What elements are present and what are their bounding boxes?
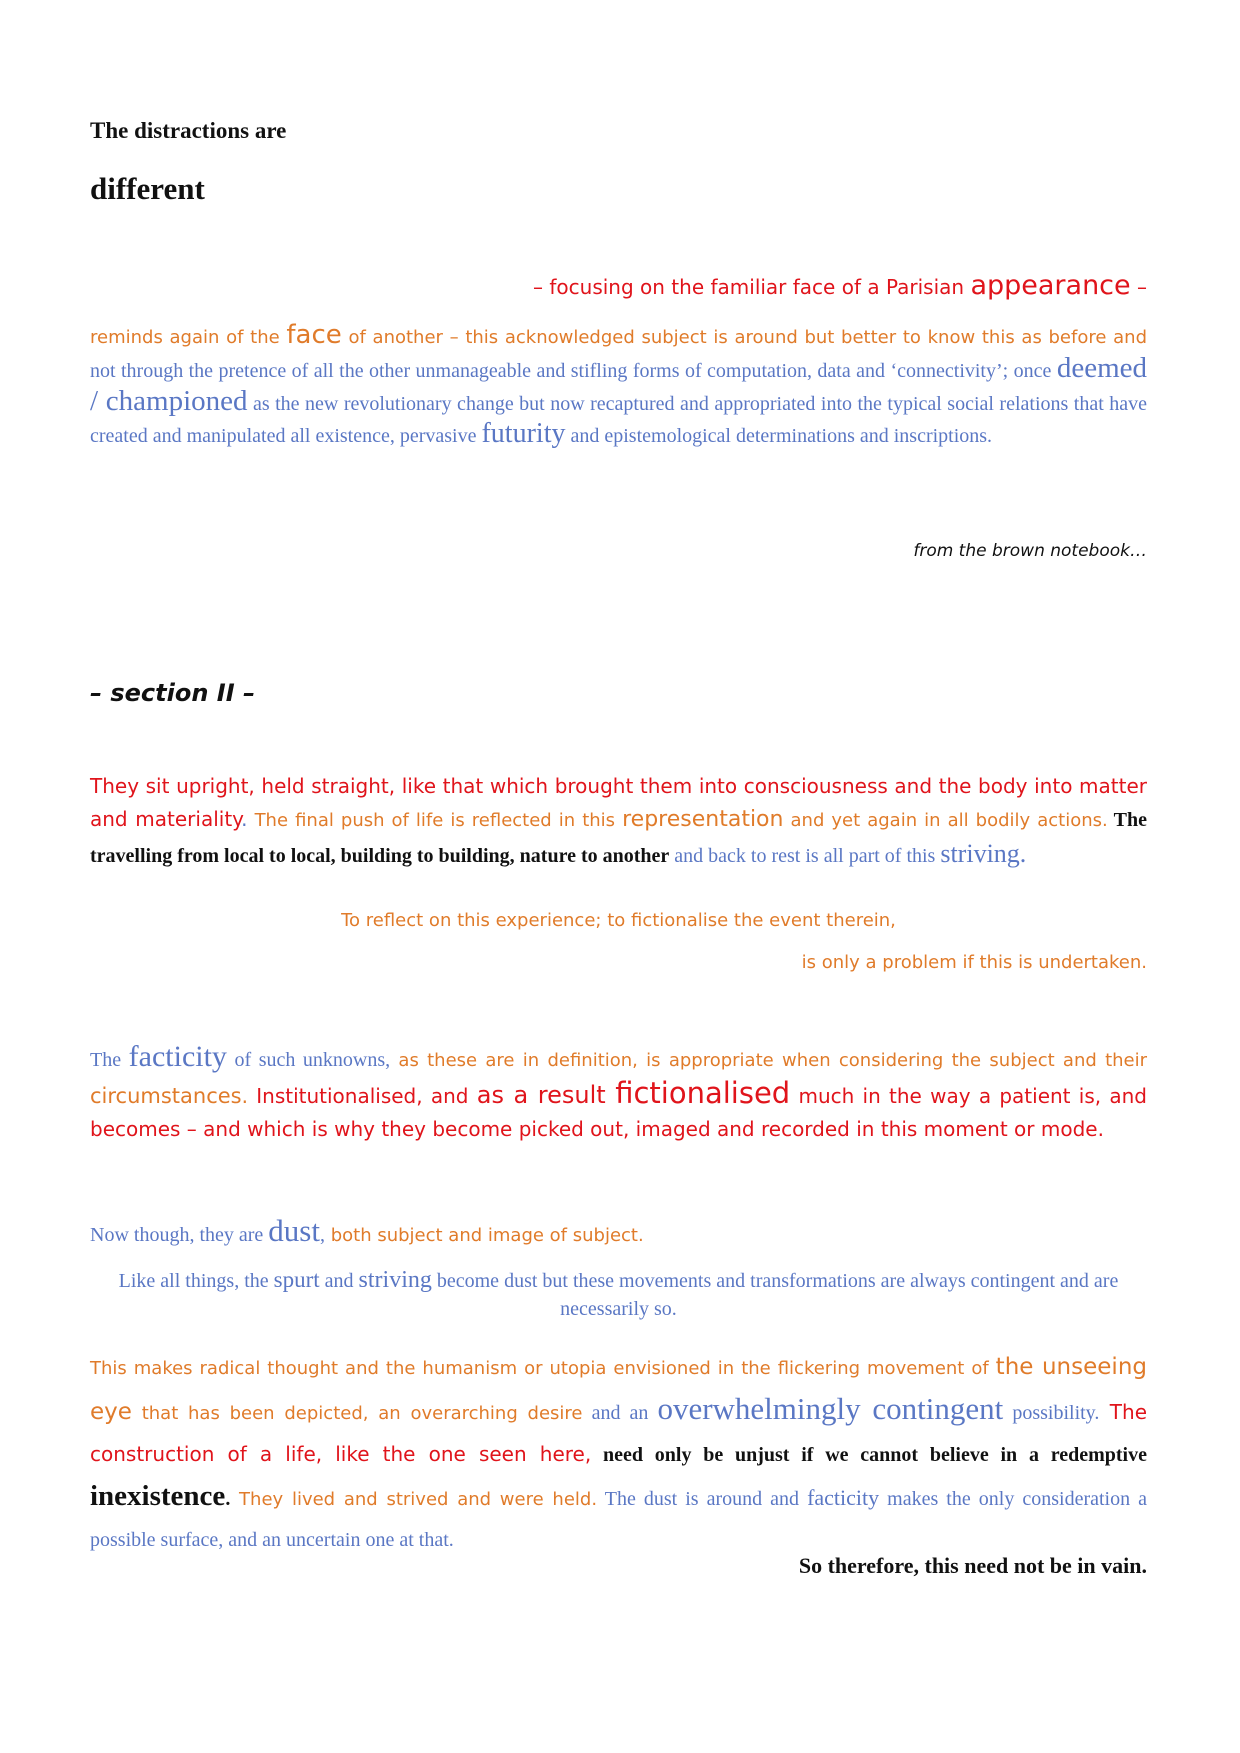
like-striving: striving [358,1267,432,1293]
dust-word: dust [268,1213,320,1248]
paragraph-upright [90,770,1147,873]
focus-appearance: appearance [970,270,1131,301]
dust-subject: both subject and image of subject. [324,1225,644,1246]
problem-line: is only a problem if this is undertaken. [801,952,1147,973]
p2-back-to-rest: and back to rest is all part of this [669,845,941,867]
p2-bodily: and yet again in all bodily actions. [783,810,1108,831]
focus-text: – focusing on the familiar face of a Parisian [533,275,971,299]
paragraph-like-all [90,1266,1147,1323]
p4-inexistence: inexistence [90,1480,226,1512]
p1-another: of another – this acknowledged subject is around but better to know this as before and [341,327,1147,348]
p2-representation: representation [622,807,784,832]
p3-definition: as these are in definition, is appropriate when considering the subject and their [390,1050,1148,1071]
p3-unknowns: of such unknowns, [226,1049,391,1071]
p3-fictionalised: fictionalised [615,1076,791,1110]
closing-line: So therefore, this need not be in vain. [798,1553,1147,1578]
paragraph-face [90,320,1147,451]
dust-comma: , [319,1224,325,1246]
p4-possibility: possibility. [1003,1402,1100,1424]
p2-striving: striving. [940,839,1027,868]
like-spurt: spurt [273,1267,320,1292]
p1-reminds: reminds again of the [90,327,287,348]
p3-facticity: facticity [128,1040,227,1073]
p1-deemed: deemed / championed [90,352,1147,417]
p4-facticity: facticity [807,1485,880,1510]
p3-period: . [241,1084,248,1108]
source-note: from the brown notebook… [913,541,1147,561]
p1-determinations: and epistemological determinations and inscriptions. [565,425,993,447]
like-all-things: Like all things, the [118,1270,274,1292]
p4-unseeing-eye: the unseeing eye [90,1354,1147,1425]
document-page [90,0,1147,1753]
heading-big: different [90,171,205,206]
p4-unjust: need only be unjust if we cannot believe in a redemptive [591,1444,1147,1466]
reflect-line: To reflect on this experience; to fictionalise the event therein, [341,910,896,931]
p1-futurity: futurity [481,418,566,449]
p1-revolutionary: as the new revolutionary change but now recaptured and appropriated into the typical social relations that have created and manipulated all existence, pervasive [90,393,1147,447]
dust-now: Now though, they are [90,1224,269,1246]
p3-the: The [90,1049,129,1071]
p2-final-push: The final push of life is reflected in this [247,810,623,831]
p3-patient: much in the way a patient is, and becomes – and which is why they become picked out, imaged and recorded in this moment or mode. [90,1084,1147,1141]
heading-small: The distractions are [90,118,287,143]
section-title: – section II – [90,679,255,707]
focus-line [90,271,1147,302]
dust-line [90,1214,1147,1253]
p2-upright: They sit upright, held straight, like that which brought them into consciousness and the body into matter and materiality [90,774,1147,831]
p4-lived: They lived and strived and were held. [230,1489,598,1510]
p1-face: face [286,320,342,350]
p4-radical: This makes radical thought and the humanism or utopia envisioned in the flickering movement of [90,1358,996,1379]
paragraph-facticity [90,1040,1147,1146]
p4-period: . [225,1488,231,1510]
p3-as-result: as a result [476,1081,616,1109]
like-contingent: become dust but these movements and transformations are always contingent and are necessarily so. [431,1270,1119,1320]
focus-dash: – [1130,275,1147,299]
p4-surface: makes the only consideration a possible surface, and an uncertain one at that. [90,1488,1148,1551]
p2-period: . [241,807,248,831]
paragraph-radical [90,1347,1147,1561]
p3-institutionalised: Institutionalised, and [247,1084,477,1108]
p2-travelling: The travelling from local to local, building to building, nature to another [90,809,1148,867]
like-and: and [319,1270,359,1292]
p4-desire: that has been depicted, an overarching desire [131,1403,583,1424]
p4-construction: The construction of a life, like the one seen here, [90,1400,1147,1466]
p4-overwhelmingly: overwhelmingly contingent [657,1391,1004,1426]
p1-pretence: not through the pretence of all the other unmanageable and stifling forms of computation, data and ‘connectivity’; once [90,360,1057,382]
p4-and-an: and an [582,1402,658,1424]
p4-dust-around: The dust is around and [597,1488,808,1510]
p3-circumstances: circumstances [90,1084,242,1108]
